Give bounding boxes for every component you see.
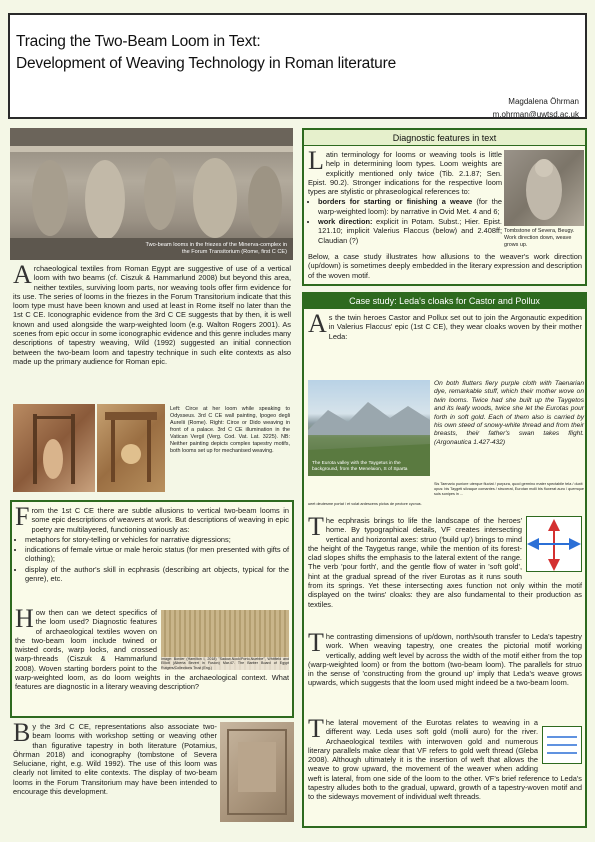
axes-arrows-icon bbox=[527, 517, 581, 571]
dropcap-h: H bbox=[15, 604, 34, 633]
list-item-label: borders for starting or finishing a weave bbox=[318, 197, 473, 207]
list-item-text: explicit in Potam. Subst.; Hier. Epist. 121.10; implicit Valerius Flaccus (below) and 2.408ff; Claudian (?) bbox=[318, 217, 502, 245]
textile-caption: Image: Border (Hamilton I, 2018) "Sadow-Nock/Porto-Nuebbe", Whitfield and Elliott (Alberta Bevert in Fusion) Mar.47. The Barber Board of Egypt Rutgers/Collections Trust (Eng.) bbox=[161, 656, 289, 670]
valley-caption: The Eurota valley with the Taygetus in the background, from the Menelaion, S of Sparta bbox=[312, 461, 408, 472]
author-block bbox=[493, 95, 579, 121]
function-list bbox=[15, 535, 289, 583]
left-paragraph-2-text: rom the 1st C CE there are subtle allusions to vertical two-beam looms in some epic descriptions of weavers at work. But descriptions of weaving in epic poetry are multilayered, functioning variously as: bbox=[31, 506, 289, 534]
quote-text: On both flutters fiery purple cloth with Taenarian dye, remarkable stuff, which their mother wove on twin looms. Twice had she built up the Taygetos and its leafy woods, twice she let the Eurotas pour forth in soft gold. Each of them also is carried by his own steed of snowy-white thread and from their breasts, their father's swan takes flight. (Argonautica 1.427-432) bbox=[434, 380, 584, 446]
left-paragraph-3-text: ow then can we detect specifics of the loom used? Diagnostic features of archaeological textiles woven on the two-beam loom include twined or twisted cords, warp locks, and crossed warp-threads (Ciszuk & Hammarlund 2008). Woven starting borders point to the warp-weighted loom, as do loom weights in the archaeological context. What features are diagnostic in a literary weaving description? bbox=[15, 608, 289, 692]
list-item-label: work direction: bbox=[318, 217, 373, 227]
diagnostic-box bbox=[302, 128, 587, 286]
diagnostic-list bbox=[308, 197, 502, 244]
case-paragraph-4 bbox=[308, 714, 582, 802]
left-paragraph-4 bbox=[13, 718, 217, 797]
case-paragraph-4-text: he lateral movement of the Eurotas relates to weaving in a different way. Leda uses soft gold (molli auro) for the river. Archaeological textiles with interwoven gold and numerous literary parallels make clear that VF refers to gold weft thread (Gleba 2008). Although ultimately it is the insertion of weft that allows the weave to grow upward, the movement of the weaver when adding weft is lateral, from one side of the loom to the other. VF's brief reference to Leda's tapestry alludes both to the gradual, upward, growth of a tapestry-woven motif and to the sideways movement of individual weft threads. bbox=[308, 718, 582, 802]
left-paragraph-4-text: y the 3rd C CE, representations also associate two-beam looms with workshop setting or weaving other than figurative tapestry in both literature (Potamius, Öhrman 2018) and iconography (tombstone of Severa Seluciane, right, e.g. Wild 1992). The use of this loom was clearly not limited to elite contexts. The display of two-beam looms in the Forum Transitorium may have been intended to encourage this development. bbox=[13, 722, 217, 797]
circe-painting-1 bbox=[13, 404, 95, 492]
dropcap-a: A bbox=[13, 260, 32, 289]
dropcap-t2: T bbox=[308, 628, 324, 657]
author-email: m.ohrman@uwtsd.ac.uk bbox=[492, 110, 579, 119]
dropcap-t1: T bbox=[308, 512, 324, 541]
poster-title bbox=[16, 31, 396, 75]
left-paragraph-3 bbox=[15, 604, 289, 692]
case-study-box bbox=[302, 292, 587, 828]
case-paragraph-1 bbox=[308, 309, 582, 341]
latin-text-2: ueet deutesme portat / et volat ardescens pictus de pectore cycnus. bbox=[308, 502, 422, 506]
dropcap-a2: A bbox=[308, 309, 327, 338]
list-item bbox=[318, 197, 502, 216]
dropcap-b: B bbox=[13, 718, 31, 747]
frieze-caption: Two-beam looms in the friezes of the Minerva-complex in the Forum Transitorium (Rome, first C CE) bbox=[145, 242, 287, 255]
left-paragraph-1-text: rchaeological textiles from Roman Egypt are suggestive of use of a vertical loom with two beams (cf. Ciszuk & Hammarlund 2008) but beyond this area, neither textiles, surviving loom parts, nor weaving tools offer firm evidence for its use. The series of looms in the friezes in the Forum Transitorium indicate that this loom type must have been known and used at least in Rome itself no later than the 1st C CE. Iconographic evidence from the 3rd C CE suggests that by then, it is well known and used alongside the warp-weighted loom (e.g. Walton Rogers 2001). As scenes from epic occur in some iconographic evidence and this genre includes many descriptions of tapestry weaving, Wild (1992) suggested an initial connection between the two-beam loom and tapestry technique in such elite contexts as also made up the primary audience for Roman epic. bbox=[13, 264, 291, 366]
palace-loom-icon bbox=[97, 404, 165, 492]
severa-tombstone-photo bbox=[504, 150, 584, 226]
diagnostic-text bbox=[308, 146, 502, 246]
tombstone-photo bbox=[220, 722, 294, 822]
ecphrasis-quote bbox=[434, 380, 584, 447]
title-line-1: Tracing the Two-Beam Loom in Text: bbox=[16, 33, 261, 50]
list-item-text: (for the warp-weighted loom): by narrative in Ovid Met. 4 and 6; bbox=[318, 197, 502, 216]
dropcap-t3: T bbox=[308, 714, 324, 743]
list-item: • display of the author's skill in ecphrasis (describing art objects, typical for the genre), etc. bbox=[25, 565, 289, 584]
left-paragraph-2 bbox=[15, 502, 289, 584]
tombstone-icon bbox=[220, 722, 294, 822]
author-name: Magdalena Öhrman bbox=[508, 97, 579, 106]
loom-figure-icon bbox=[13, 404, 95, 492]
axis-diagram bbox=[526, 516, 582, 572]
latin-text: Sis Taenario puniore uterque fluctat / purpura, quod germino mater spectabile tela / duxit opus: bis Taygeti silvaque comantes / struxerat, Eurotan molli bis fluxerat auro / quemque suis sonipes in ... bbox=[434, 482, 584, 496]
paintings-note: Left: Circe at her loom while speaking to Odysseus. 3rd C CE wall painting, Ipogeo degli Aurelii (Rome). Right: Circe or Dido weaving in front of a palace. 3rd C CE illumination in the Vatican Vergil (Verg. Cod. Vat. Lat. 3225). NB: Neither painting depicts complex tapestry motifs, both looms set up for mechanised weaving. bbox=[170, 406, 290, 454]
case-paragraph-1-text: s the twin heroes Castor and Pollux set out to join the Argonautic expedition in Valerius Flaccus' epic (1st C CE), they wear cloaks woven by their mother Leda: bbox=[328, 313, 582, 341]
dropcap-l: L bbox=[308, 146, 324, 175]
case-study-title: Case study: Leda's cloaks for Castor and Pollux bbox=[304, 294, 585, 309]
left-green-box bbox=[10, 500, 294, 718]
severa-caption: Tombstone of Severa, Beugy. Work direction down, weave grows up. bbox=[504, 228, 575, 248]
weft-diagram bbox=[542, 726, 582, 764]
case-paragraph-2 bbox=[308, 512, 582, 609]
case-paragraph-3-text: he contrasting dimensions of up/down, north/south transfer to Leda's tapestry work. When weaving tapestry, one creates the pictorial motif working vertically, adding weft level by across the width of the motif either from the top (warp-weighted loom) or from the bottom (two-beam loom). The parallels for struo in the sense of 'constructing from the ground up' imply that Leda's weave grows upwards, which suggests that the loom used might indeed be a two-beam loom. bbox=[308, 632, 582, 688]
list-item: • indications of female virtue or male heroic status (for men presented with gifts of clothing); bbox=[25, 545, 289, 564]
diagnostic-paragraph-2: Below, a case study illustrates how allusions to the weaver's work direction (up/down) is sometimes deeply embedded in the literary expression and description of the woven motif. bbox=[308, 252, 582, 280]
frieze-figures-icon bbox=[10, 128, 293, 260]
diagnostic-paragraph-1: atin terminology for looms or weaving tools is little help in determining loom types. Loom weights are explicitly mentioned only twice (Tib. 2.1.87; Sen. Epist. 90.2). Stronger indications for the respective loom types are stylistic or phraseological references to: bbox=[308, 150, 502, 197]
left-paragraph-1 bbox=[13, 260, 291, 366]
circe-painting-2 bbox=[97, 404, 165, 492]
title-line-2: Development of Weaving Technology in Roman literature bbox=[16, 55, 396, 72]
list-item: • metaphors for story-telling or vehicles for narrative digressions; bbox=[25, 535, 289, 544]
sculpted-relief-icon bbox=[504, 150, 584, 226]
eurotas-valley-photo bbox=[308, 380, 430, 476]
weft-lines-icon bbox=[543, 727, 581, 763]
list-item bbox=[318, 217, 502, 245]
case-paragraph-3 bbox=[308, 628, 582, 688]
frieze-photo bbox=[10, 128, 293, 260]
case-paragraph-2-text: he ecphrasis brings to life the landscape of the heroes' home. By typographical details, VF creates intersecting vertical and horizontal axes: struo ('build up') brings to mind the height of the Taygetus range, while the mention of its forest-clad slopes shifts the emphasis to the lateral extent of the range. The verb 'pour forth', and the gentle flow of water in 'soft gold', hint at the gradual spread of the river Eurotas as it runs south from its springs. Yet these intersecting axes function not only within the motif displayed on the twins' cloaks: they are also fundamental to their production as textiles. bbox=[308, 516, 582, 609]
dropcap-f: F bbox=[15, 502, 30, 531]
textile-photo bbox=[161, 610, 289, 670]
poster-header bbox=[8, 13, 587, 119]
diagnostic-title: Diagnostic features in text bbox=[304, 130, 585, 146]
